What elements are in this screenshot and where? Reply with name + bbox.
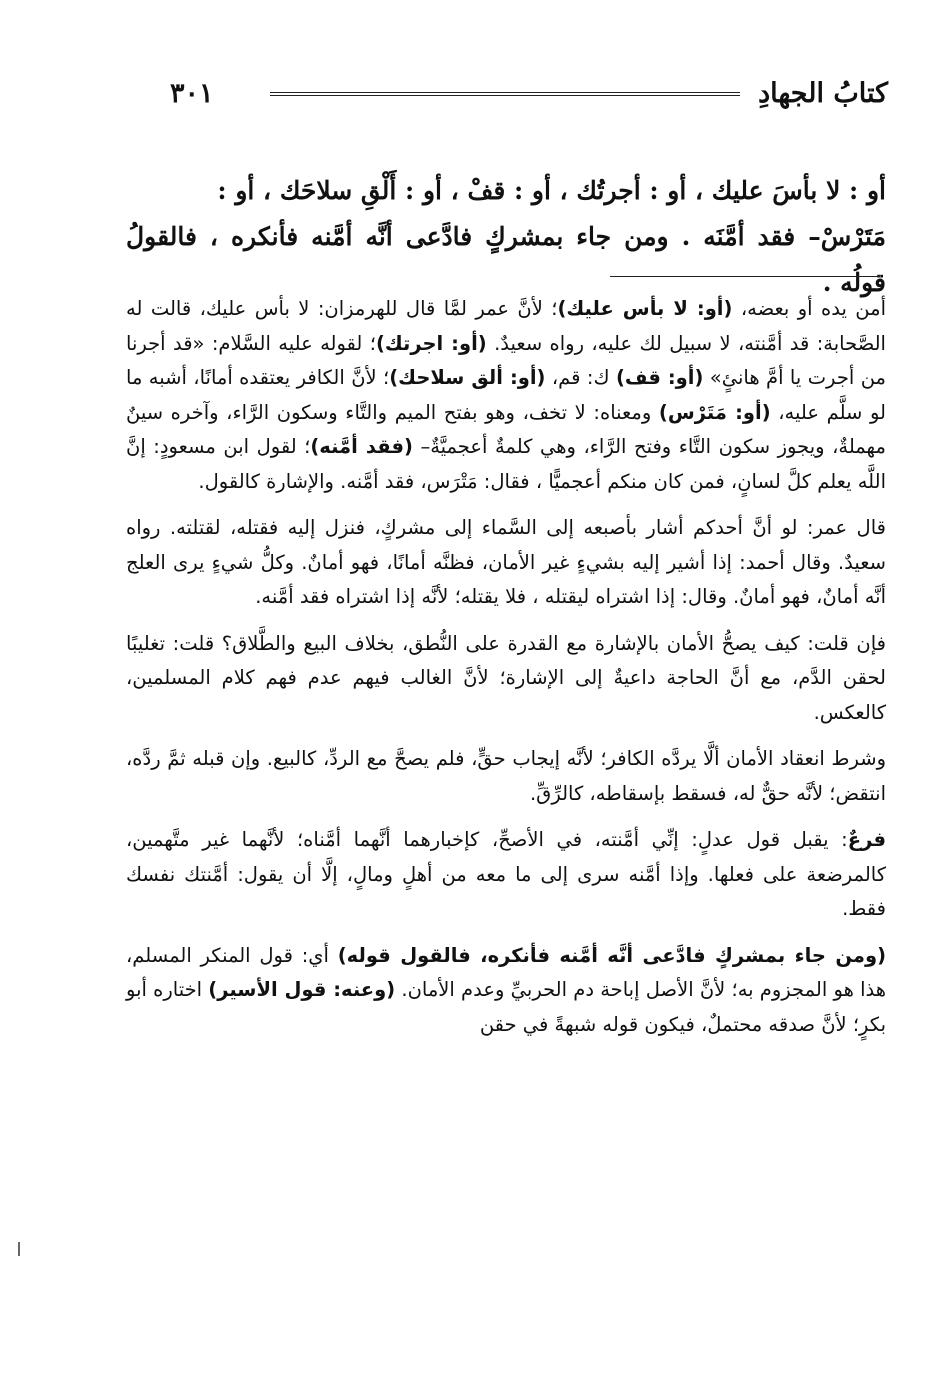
bold-quote: (أو: قف) xyxy=(615,366,704,389)
text-run: اختاره أبو بكرٍ؛ لأنَّ صدقه محتملٌ، فيكون قوله شبهةً في حقن xyxy=(126,978,886,1036)
main-text-line: مَتَرْسْ– فقد أمَّنَه . ومن جاء بمشركٍ فادَّعى أنَّه أمَّنه فأنكره ، فالقولُ قولُه . xyxy=(126,222,886,297)
page-header xyxy=(168,78,888,122)
commentary-paragraph xyxy=(126,823,886,927)
header-rule xyxy=(270,92,740,96)
separator-rule xyxy=(610,276,880,277)
running-title: كتابُ الجهادِ xyxy=(758,78,888,109)
margin-mark xyxy=(18,1242,20,1256)
commentary xyxy=(126,292,886,1054)
page-number: ٣٠١ xyxy=(170,78,214,109)
bold-quote: (أو: اجرتك) xyxy=(375,331,487,355)
commentary-paragraph: فإن قلت: كيف يصحُّ الأمان بالإشارة مع القدرة على النُّطق، بخلاف البيع والطَّلاق؟ قلت: تغليبًا لحقن الدَّم، مع أنَّ الحاجة داعيةٌ إلى الإشارة؛ لأنَّ الغالب فيهم عدم فهم كلام المسلمين، كالعكس. xyxy=(126,631,886,724)
commentary-paragraph: قال عمر: لو أنَّ أحدكم أشار بأصبعه إلى السَّماء إلى مشركٍ، فنزل إليه فقتله، لقتلته. رواه سعيدٌ. وقال أحمد: إذا أشير إليه بشيءٍ غير الأمان، فظنَّه أمانًا، فهو أمانٌ. وكلُّ شيءٍ يرى العلج أنَّه أمانٌ، فهو أمانٌ. وقال: إذا اشتراه ليقتله ، فلا يقتله؛ لأنَّه إذا اشتراه فقد أمَّنه. xyxy=(126,516,886,608)
commentary-paragraph xyxy=(126,939,886,1043)
text-run: ك: قم، xyxy=(545,366,616,389)
text-run: أمن يده أو بعضه، xyxy=(732,297,887,320)
text-run: أي: قول المنكر المسلم، هذا هو المجزوم به؛ لأنَّ الأصل إباحة دم الحربيِّ وعدم الأمان. xyxy=(126,943,887,1001)
text-run: ؛ لأنَّ الكافر يعتقده أمانًا، أشبه ما لو سلَّم عليه، xyxy=(126,366,886,424)
bold-quote: (فقد أمَّنه) xyxy=(310,435,413,458)
main-text xyxy=(126,168,886,306)
bold-quote: (ومن جاء بمشركٍ فادَّعى أنَّه أمَّنه فأنكره، فالقول قوله) xyxy=(337,943,886,967)
main-text-line: أو : لا بأسَ عليك ، أو : أجرتُك ، أو : قفْ ، أو : أَلْقِ سلاحَك ، أو : xyxy=(217,176,886,205)
text-run: : يقبل قول عدلٍ: إنِّي أمَّنته، في الأصحِّ، كإخبارهما أنَّهما أمَّناه؛ لأنَّهما غير متَّهمين، كالمرضعة على فعلها. وإذا أمَّنه سرى إلى ما معه من أهلٍ ومالٍ، إلَّا أن يقول: أمَّنتك نفسك فقط. xyxy=(126,828,886,920)
commentary-paragraph: وشرط انعقاد الأمان ألَّا يردَّه الكافر؛ لأنَّه إيجاب حقٍّ، فلم يصحَّ مع الردِّ، كالبيع. وإن قبله ثمَّ ردَّه، انتقض؛ لأنَّه حقٌّ له، فسقط بإسقاطه، كالرِّقِّ. xyxy=(126,747,886,805)
bold-quote: (وعنه: قول الأسير) xyxy=(208,978,396,1001)
text-run: ومعناه: لا تخف، وهو بفتح الميم والتَّاء وسكون الرَّاء، وآخره سينٌ مهملةٌ، ويجوز سكون التَّاء وفتح الرَّاء، وهي كلمةٌ أعجميَّةٌ– xyxy=(126,400,886,458)
bold-quote: (أو: ألق سلاحك) xyxy=(389,366,546,389)
bold-quote: (أو: لا بأس عليك) xyxy=(557,297,733,320)
text-run: ؛ لقول ابن مسعودٍ: إنَّ اللَّه يعلم كلَّ لسانٍ، فمن كان منكم أعجميًّا ، فقال: مَتْرَس، فقد أمَّنه. والإشارة كالقول. xyxy=(126,435,886,493)
commentary-paragraph xyxy=(126,292,886,499)
bold-quote: (أو: مَتَرْس) xyxy=(658,400,771,424)
bold-quote: فرعٌ xyxy=(847,828,886,851)
text-run: ؛ لقوله عليه السَّلام: «قد أجرنا من أجرت يا أمَّ هانئٍ» xyxy=(126,331,886,389)
text-run: ؛ لأنَّ عمر لمَّا قال للهرمزان: لا بأس عليك، قالت له الصَّحابة: قد أمَّنته، لا سبيل لك عليه، رواه سعيدٌ. xyxy=(126,297,886,355)
